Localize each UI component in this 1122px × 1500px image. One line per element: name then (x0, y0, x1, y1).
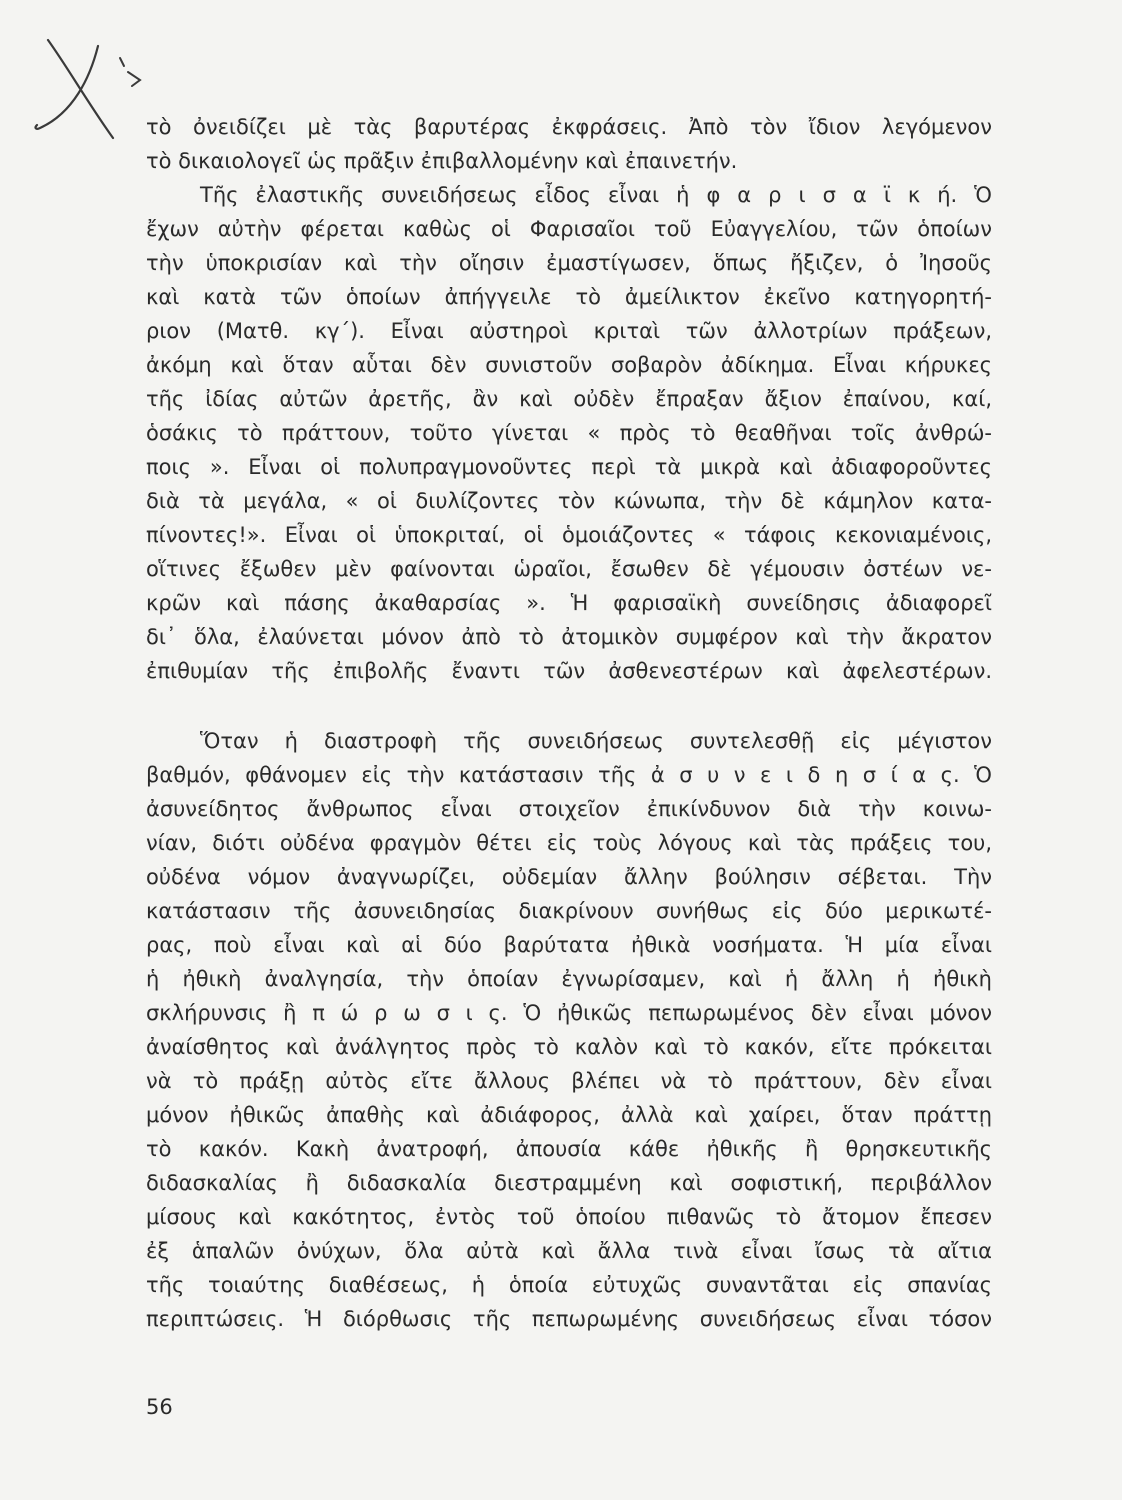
text-line: νίαν, διότι οὐδένα φραγμὸν θέτει εἰς τοὺς λόγους καὶ τὰς πράξεις του, (146, 831, 992, 855)
text-line: ποις ». Εἶναι οἱ πολυπραγμονοῦντες περὶ τὰ μικρὰ καὶ ἀδιαφοροῦντες (146, 455, 992, 479)
text-line: δι᾿ ὅλα, ἐλαύνεται μόνον ἀπὸ τὸ ἀτομικὸν συμφέρον καὶ τὴν ἄκρατον (146, 625, 992, 649)
text-line: ἐξ ἁπαλῶν ὀνύχων, ὅλα αὐτὰ καὶ ἄλλα τινὰ εἶναι ἴσως τὰ αἴτια (146, 1239, 992, 1263)
handwritten-mark-icon (28, 28, 158, 148)
text-line: νὰ τὸ πράξῃ αὐτὸς εἴτε ἄλλους βλέπει νὰ τὸ πράττουν, δὲν εἶναι (146, 1069, 992, 1093)
text-line: οὐδένα νόμον ἀναγνωρίζει, οὐδεμίαν ἄλλην βούλησιν σέβεται. Τὴν (146, 865, 992, 889)
text-line: κατάστασιν τῆς ἀσυνειδησίας διακρίνουν συνήθως εἰς δύο μερικωτέ- (146, 899, 992, 923)
paragraph-3 (146, 724, 992, 1336)
text-line: περιπτώσεις. Ἡ διόρθωσις τῆς πεπωρωμένης συνειδήσεως εἶναι τόσον (146, 1307, 992, 1331)
paragraph-gap (146, 688, 992, 724)
text-line: κρῶν καὶ πάσης ἀκαθαρσίας ». Ἡ φαρισαϊκὴ συνείδησις ἀδιαφορεῖ (146, 591, 992, 615)
text-line: ἐπιθυμίαν τῆς ἐπιβολῆς ἔναντι τῶν ἀσθενεστέρων καὶ ἀφελεστέρων. (146, 659, 992, 683)
text-line: Τῆς ἐλαστικῆς συνειδήσεως εἶδος εἶναι ἡ φ α ρ ι σ α ϊ κ ή. Ὁ (200, 183, 992, 207)
text-line: τὸ ὀνειδίζει μὲ τὰς βαρυτέρας ἐκφράσεις. Ἀπὸ τὸν ἴδιον λεγόμενον (146, 115, 992, 139)
text-line: ὁσάκις τὸ πράττουν, τοῦτο γίνεται « πρὸς τὸ θεαθῆναι τοῖς ἀνθρώ- (146, 421, 992, 445)
paragraph-1 (146, 110, 992, 178)
text-line: ἀσυνείδητος ἄνθρωπος εἶναι στοιχεῖον ἐπικίνδυνον διὰ τὴν κοινω- (146, 797, 992, 821)
paragraph-2 (146, 178, 992, 688)
text-line: τὴν ὑποκρισίαν καὶ τὴν οἴησιν ἐμαστίγωσεν, ὅπως ἤξιζεν, ὁ Ἰησοῦς (146, 251, 992, 275)
text-line: σκλήρυνσις ἢ π ώ ρ ω σ ι ς. Ὁ ἠθικῶς πεπωρωμένος δὲν εἶναι μόνον (146, 1001, 992, 1025)
text-line: οἵτινες ἔξωθεν μὲν φαίνονται ὡραῖοι, ἔσωθεν δὲ γέμουσιν ὀστέων νε- (146, 557, 992, 581)
text-line: μόνον ἠθικῶς ἀπαθὴς καὶ ἀδιάφορος, ἀλλὰ καὶ χαίρει, ὅταν πράττῃ (146, 1103, 992, 1127)
text-line: Ὅταν ἡ διαστροφὴ τῆς συνειδήσεως συντελεσθῇ εἰς μέγιστον (200, 729, 992, 753)
text-line: τῆς ἰδίας αὐτῶν ἀρετῆς, ἂν καὶ οὐδὲν ἔπραξαν ἄξιον ἐπαίνου, καί, (146, 387, 992, 411)
text-line: ριον (Ματθ. κγ΄). Εἶναι αὐστηροὶ κριταὶ τῶν ἀλλοτρίων πράξεων, (146, 319, 992, 343)
text-line: ρας, ποὺ εἶναι καὶ αἱ δύο βαρύτατα ἠθικὰ νοσήματα. Ἡ μία εἶναι (146, 933, 992, 957)
text-line: τὸ κακόν. Κακὴ ἀνατροφή, ἀπουσία κάθε ἠθικῆς ἢ θρησκευτικῆς (146, 1137, 992, 1161)
text-line: τὸ δικαιολογεῖ ὡς πρᾶξιν ἐπιβαλλομένην καὶ ἐπαινετήν. (146, 149, 738, 173)
text-line: διὰ τὰ μεγάλα, « οἱ διυλίζοντες τὸν κώνωπα, τὴν δὲ κάμηλον κατα- (146, 489, 992, 513)
text-line: πίνοντες!». Εἶναι οἱ ὑποκριταί, οἱ ὁμοιάζοντες « τάφοις κεκονιαμένοις, (146, 523, 992, 547)
page-number: 56 (146, 1395, 173, 1419)
page-body (146, 110, 992, 1336)
text-line: τῆς τοιαύτης διαθέσεως, ἡ ὁποία εὐτυχῶς συναντᾶται εἰς σπανίας (146, 1273, 992, 1297)
text-line: διδασκαλίας ἢ διδασκαλία διεστραμμένη καὶ σοφιστική, περιβάλλον (146, 1171, 992, 1195)
text-line: ἡ ἠθικὴ ἀναλγησία, τὴν ὁποίαν ἐγνωρίσαμεν, καὶ ἡ ἄλλη ἡ ἠθικὴ (146, 967, 992, 991)
text-line: ἀκόμη καὶ ὅταν αὗται δὲν συνιστοῦν σοβαρὸν ἀδίκημα. Εἶναι κήρυκες (146, 353, 992, 377)
text-line: καὶ κατὰ τῶν ὁποίων ἀπήγγειλε τὸ ἀμείλικτον ἐκεῖνο κατηγορητή- (146, 285, 992, 309)
text-line: μίσους καὶ κακότητος, ἐντὸς τοῦ ὁποίου πιθανῶς τὸ ἄτομον ἔπεσεν (146, 1205, 992, 1229)
text-line: βαθμόν, φθάνομεν εἰς τὴν κατάστασιν τῆς ἀ σ υ ν ε ι δ η σ ί α ς. Ὁ (146, 763, 992, 787)
text-line: ἀναίσθητος καὶ ἀνάλγητος πρὸς τὸ καλὸν καὶ τὸ κακόν, εἴτε πρόκειται (146, 1035, 992, 1059)
text-line: ἔχων αὐτὴν φέρεται καθὼς οἱ Φαρισαῖοι τοῦ Εὐαγγελίου, τῶν ὁποίων (146, 217, 992, 241)
